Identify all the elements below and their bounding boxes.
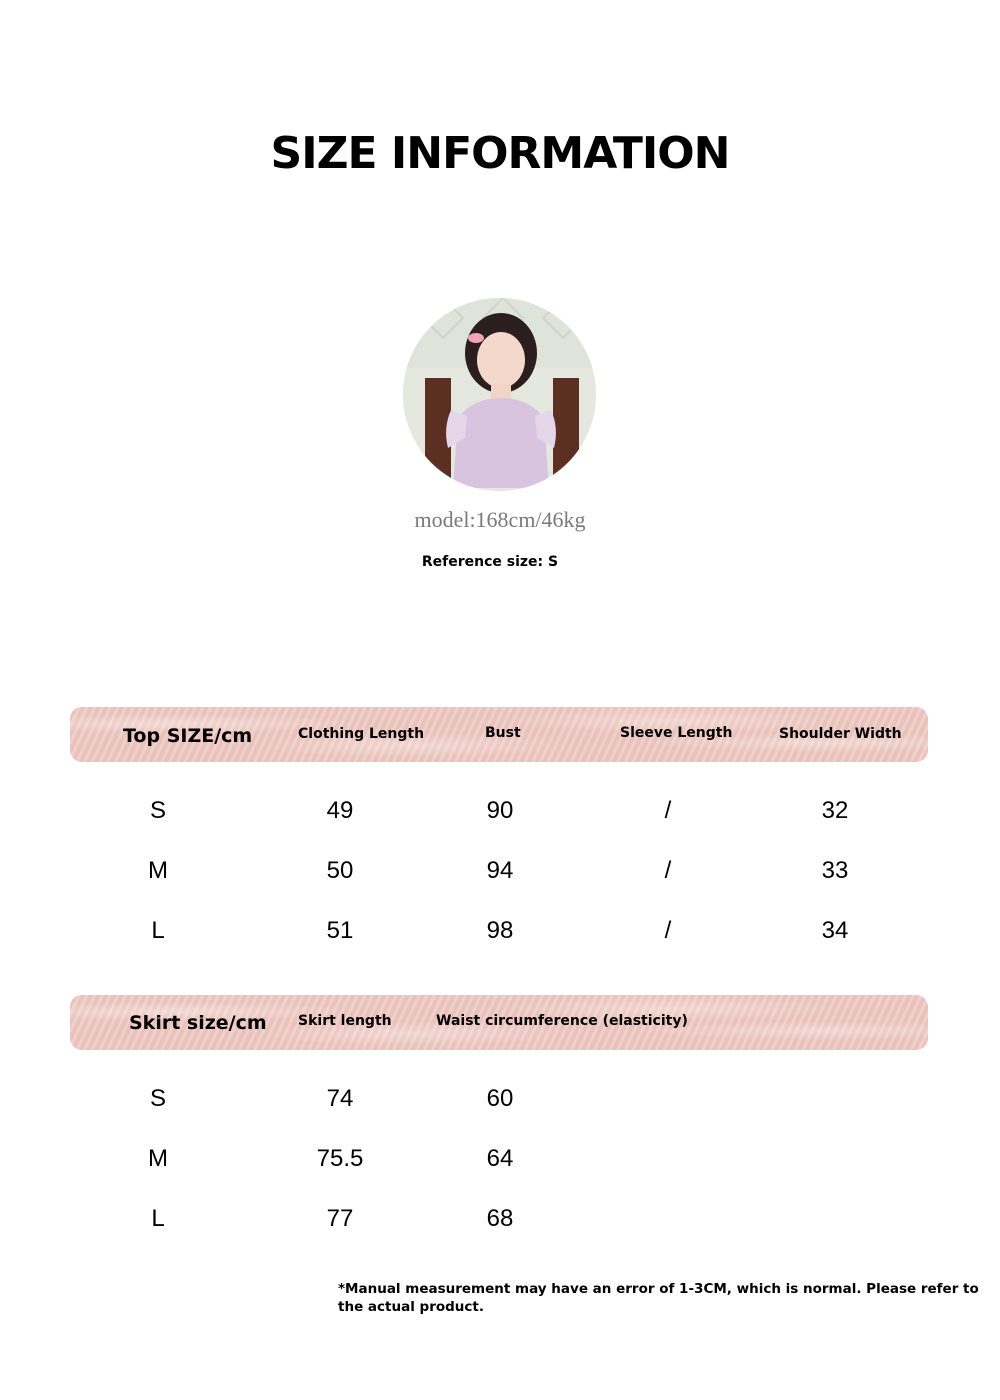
skirt-waist-cell: 60: [486, 1085, 514, 1112]
model-illustration: [403, 298, 596, 491]
top-header-shoulder-width: Shoulder Width: [779, 726, 902, 742]
top-shoulder-cell: 33: [821, 857, 849, 884]
skirt-length-cell: 77: [326, 1205, 354, 1232]
reference-size: Reference size: S: [421, 554, 559, 570]
top-header-sleeve-length: Sleeve Length: [620, 725, 733, 741]
skirt-length-cell: 75.5: [316, 1145, 364, 1172]
page-title: SIZE INFORMATION: [270, 128, 730, 179]
skirt-table-title: Skirt size/cm: [129, 1012, 267, 1034]
top-shoulder-cell: 34: [821, 917, 849, 944]
top-header-clothing-length: Clothing Length: [298, 726, 425, 742]
top-size-cell: L: [151, 917, 165, 944]
top-size-cell: S: [149, 797, 166, 824]
top-sleeve-cell: /: [664, 857, 672, 884]
skirt-header-length: Skirt length: [298, 1013, 392, 1029]
skirt-size-cell: L: [151, 1205, 165, 1232]
top-bust-cell: 90: [486, 797, 514, 824]
top-bust-cell: 94: [486, 857, 514, 884]
skirt-length-cell: 74: [326, 1085, 354, 1112]
top-header-bust: Bust: [485, 725, 521, 741]
top-length-cell: 50: [326, 857, 354, 884]
model-stats: model:168cm/46kg: [414, 507, 586, 532]
top-sleeve-cell: /: [664, 917, 672, 944]
top-length-cell: 49: [326, 797, 354, 824]
skirt-header-waist: Waist circumference (elasticity): [436, 1013, 688, 1029]
measurement-note: *Manual measurement may have an error of 1-3CM, which is normal. Please refer to the actual product.: [338, 1281, 979, 1315]
top-length-cell: 51: [326, 917, 354, 944]
top-sleeve-cell: /: [664, 797, 672, 824]
model-photo: [403, 298, 596, 491]
top-bust-cell: 98: [486, 917, 514, 944]
top-table-title: Top SIZE/cm: [123, 725, 253, 747]
top-size-cell: M: [148, 857, 168, 884]
skirt-waist-cell: 68: [486, 1205, 514, 1232]
skirt-size-cell: S: [149, 1085, 166, 1112]
skirt-waist-cell: 64: [486, 1145, 514, 1172]
top-shoulder-cell: 32: [821, 797, 849, 824]
skirt-size-cell: M: [148, 1145, 168, 1172]
